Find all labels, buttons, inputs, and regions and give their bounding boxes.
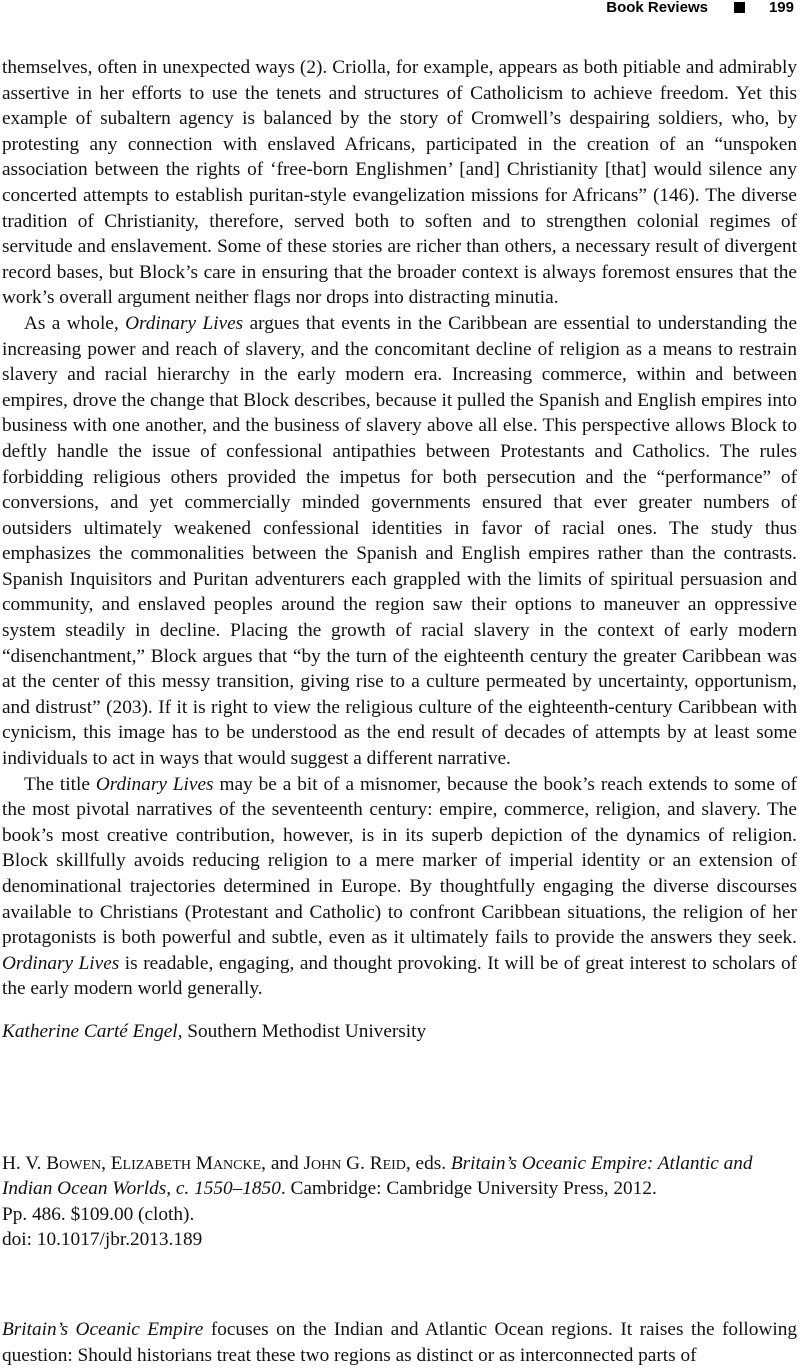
text-run: As a whole,: [24, 312, 126, 334]
text-run: is readable, engaging, and thought provoking. It will be of great interest to scholars of the early modern world generally.: [2, 952, 797, 1000]
reviewer-name: Katherine Carté Engel,: [2, 1020, 183, 1042]
italic-title-run: Ordinary Lives: [125, 312, 244, 334]
reviewer-signature: [2, 1019, 797, 1045]
citation-doi: doi: 10.1017/jbr.2013.189: [2, 1229, 203, 1251]
text-run: argues that events in the Caribbean are essential to understanding the increasing power and reach of slavery, and the concomitant decline of religion as a means to restrain slavery and racial hierarchy in the early modern era. Increasing commerce, within and between empires, drove the change that Block describes, because it pulled the Spanish and English empires into business with one another, and the business of slavery above all else. This perspective allows Block to deftly handle the issue of confessional antipathies between Protestants and Catholics. The rules forbidding religious others provided the impetus for both persecution and the “performance” of conversions, and yet commercially minded governments ensured that ever greater numbers of outsiders ultimately weakened confessional identities in favor of racial ones. The study thus emphasizes the commonalities between the Spanish and English empires rather than the contrasts. Spanish Inquisitors and Puritan adventurers each grappled with the limits of spiritual persuasion and community, and enslaved peoples around the region saw their options to maneuver an oppressive system steadily in decline. Placing the growth of racial slavery in the context of early modern “disenchantment,” Block argues that “by the turn of the eighteenth century the greater Caribbean was at the center of this messy transition, giving rise to a culture permeated by uncertainty, opportunism, and distrust” (203). If it is right to view the religious culture of the eighteenth-century Caribbean with cynicism, this image has to be understood as the end result of decades of attempts by at least some individuals to act in ways that would suggest a different narrative.: [2, 312, 797, 770]
citation-text: and: [266, 1152, 304, 1174]
next-review-opening: [2, 1317, 797, 1368]
next-review-title: Britain’s Oceanic Empire: [2, 1318, 204, 1340]
running-header: [606, 0, 794, 16]
next-review-text: focuses on the Indian and Atlantic Ocean regions. It raises the following question: Should historians treat these two regions as distinct or as interconnected parts of: [2, 1318, 797, 1366]
book-citation: [2, 1151, 797, 1253]
citation-text: eds.: [410, 1152, 451, 1174]
italic-title-run: Ordinary Lives: [2, 952, 120, 974]
review-body: [2, 55, 797, 1368]
paragraph: [2, 311, 797, 772]
author-name: H. V. Bowen, Elizabeth Mancke,: [2, 1152, 266, 1174]
italic-title-run: Ordinary Lives: [95, 773, 214, 795]
paragraph: [2, 772, 797, 1002]
text-run: may be a bit of a misnomer, because the book’s reach extends to some of the most pivotal narratives of the seventeenth century: empire, commerce, religion, and slavery. The book’s most creative contribution, however, is in its superb depiction of the dynamics of religion. Block skillfully avoids reducing religion to a mere marker of imperial identity or an extension of denominational trajectories determined in Europe. By thoughtfully engaging the diverse discourses available to Christians (Protestant and Catholic) to confront Caribbean situations, the religion of her protagonists is both powerful and subtle, even as it ultimately fails to provide the answers they seek.: [2, 773, 797, 949]
text-run: themselves, often in unexpected ways (2). Criolla, for example, appears as both pitiable and admirably assertive in her efforts to use the tenets and structures of Catholicism to achieve freedom. Yet this example of subaltern agency is balanced by the story of Cromwell’s despairing soldiers, who, by protesting any connection with enslaved Africans, participated in the creation of an “unspoken association between the rights of ‘free-born Englishmen’ [and] Christianity [that] would silence any concerted attempts to establish puritan-style evangelization missions for Africans” (146). The diverse tradition of Christianity, therefore, served both to soften and to strengthen colonial regimes of servitude and enslavement. Some of these stories are richer than others, a necessary result of divergent record bases, but Block’s care in ensuring that the broader context is always foremost ensures that the work’s overall argument neither flags nor drops into distracting minutia.: [2, 57, 797, 309]
citation-pages-price: Pp. 486. $109.00 (cloth).: [2, 1203, 195, 1225]
paragraph: [2, 55, 797, 311]
page-number: 199: [768, 0, 794, 16]
author-name: John G. Reid,: [303, 1152, 411, 1174]
citation-publisher: . Cambridge: Cambridge University Press, 2012.: [280, 1178, 657, 1200]
citation-title: Britain’s Oceanic Empire: Atlantic and Indian Ocean Worlds, c. 1550–1850: [2, 1152, 753, 1200]
text-run: The title: [24, 773, 96, 795]
reviewer-affiliation: Southern Methodist University: [182, 1020, 427, 1042]
section-title: Book Reviews: [606, 0, 708, 16]
citation-authors: [2, 1153, 451, 1174]
square-bullet-icon: [734, 2, 745, 13]
